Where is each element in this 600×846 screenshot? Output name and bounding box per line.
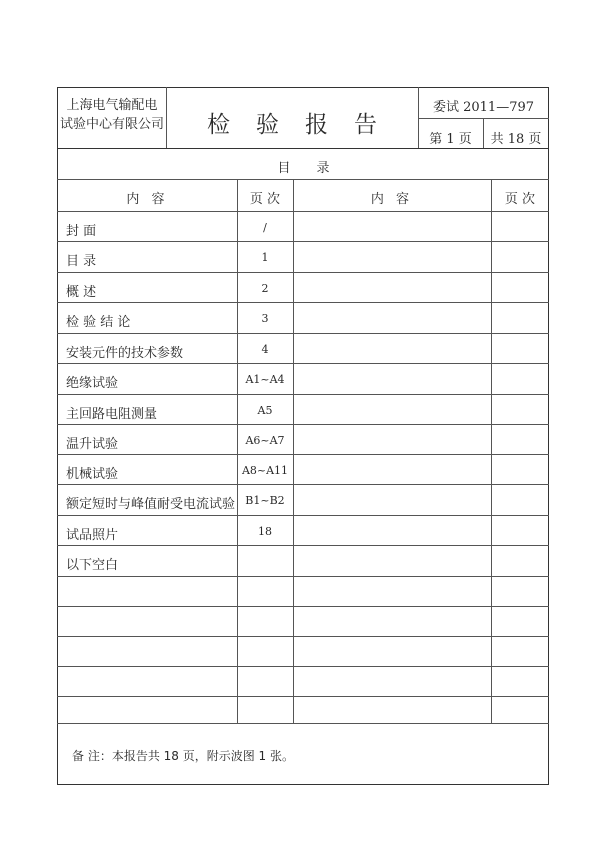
column-divider <box>491 179 492 723</box>
org-line-1: 上海电气输配电 <box>66 98 158 113</box>
row-rule <box>57 333 549 334</box>
footer-note: 备 注：本报告共 18 页，附示波图 1 张。 <box>72 749 294 763</box>
page-title: 检验报告 <box>207 112 403 138</box>
org-line-2: 试验中心有限公司 <box>59 117 164 132</box>
toc-row-page: A6~A7 <box>245 434 285 447</box>
row-rule <box>57 272 549 273</box>
col-header-page-2: 页 次 <box>504 192 536 207</box>
row-rule <box>57 241 549 242</box>
toc-row-content: 目 录 <box>66 254 97 269</box>
row-rule <box>57 723 549 724</box>
column-divider <box>293 179 294 723</box>
row-rule <box>57 636 549 637</box>
toc-row-content: 封 面 <box>66 224 97 239</box>
toc-row-content: 以下空白 <box>66 558 119 573</box>
toc-row-page: 2 <box>261 282 269 295</box>
toc-row-content: 检 验 结 论 <box>66 315 131 330</box>
row-rule <box>57 394 549 395</box>
toc-row-content: 概 述 <box>66 285 97 300</box>
toc-title: 目录 <box>277 161 356 176</box>
row-rule <box>57 211 549 212</box>
row-rule <box>57 576 549 577</box>
row-rule <box>57 606 549 607</box>
report-number: 委试 2011—797 <box>432 100 535 115</box>
toc-row-content: 主回路电阻测量 <box>66 407 158 422</box>
toc-row-content: 试品照片 <box>66 528 119 543</box>
toc-row-content: 机械试验 <box>66 467 119 482</box>
toc-row-page: A5 <box>257 404 273 417</box>
total-pages: 共 18 页 <box>490 132 542 147</box>
page-number: 第 1 页 <box>429 132 472 147</box>
row-rule <box>57 424 549 425</box>
row-rule <box>57 302 549 303</box>
toc-title-rule <box>57 179 549 180</box>
toc-row-page: A8~A11 <box>241 464 289 477</box>
toc-row-content: 温升试验 <box>66 437 119 452</box>
row-rule <box>57 666 549 667</box>
row-rule <box>57 515 549 516</box>
row-rule <box>57 696 549 697</box>
row-rule <box>57 363 549 364</box>
toc-row-content: 额定短时与峰值耐受电流试验 <box>66 497 236 512</box>
col-header-content-2: 内 容 <box>370 192 414 207</box>
col-header-page: 页 次 <box>249 192 281 207</box>
toc-row-page: / <box>263 221 267 234</box>
toc-row-page: A1~A4 <box>245 373 285 386</box>
row-rule <box>57 484 549 485</box>
toc-row-page: 1 <box>261 251 269 264</box>
toc-row-page: 3 <box>261 312 269 325</box>
header-bottom-rule <box>57 148 549 149</box>
row-rule <box>57 545 549 546</box>
organization-name <box>58 96 166 134</box>
col-header-content: 内 容 <box>126 192 169 207</box>
row-rule <box>57 454 549 455</box>
toc-row-page: 18 <box>258 525 272 538</box>
toc-row-page: 4 <box>261 343 269 356</box>
toc-row-page: B1~B2 <box>245 494 285 507</box>
toc-row-content: 绝缘试验 <box>66 376 119 391</box>
toc-row-content: 安装元件的技术参数 <box>66 346 184 361</box>
